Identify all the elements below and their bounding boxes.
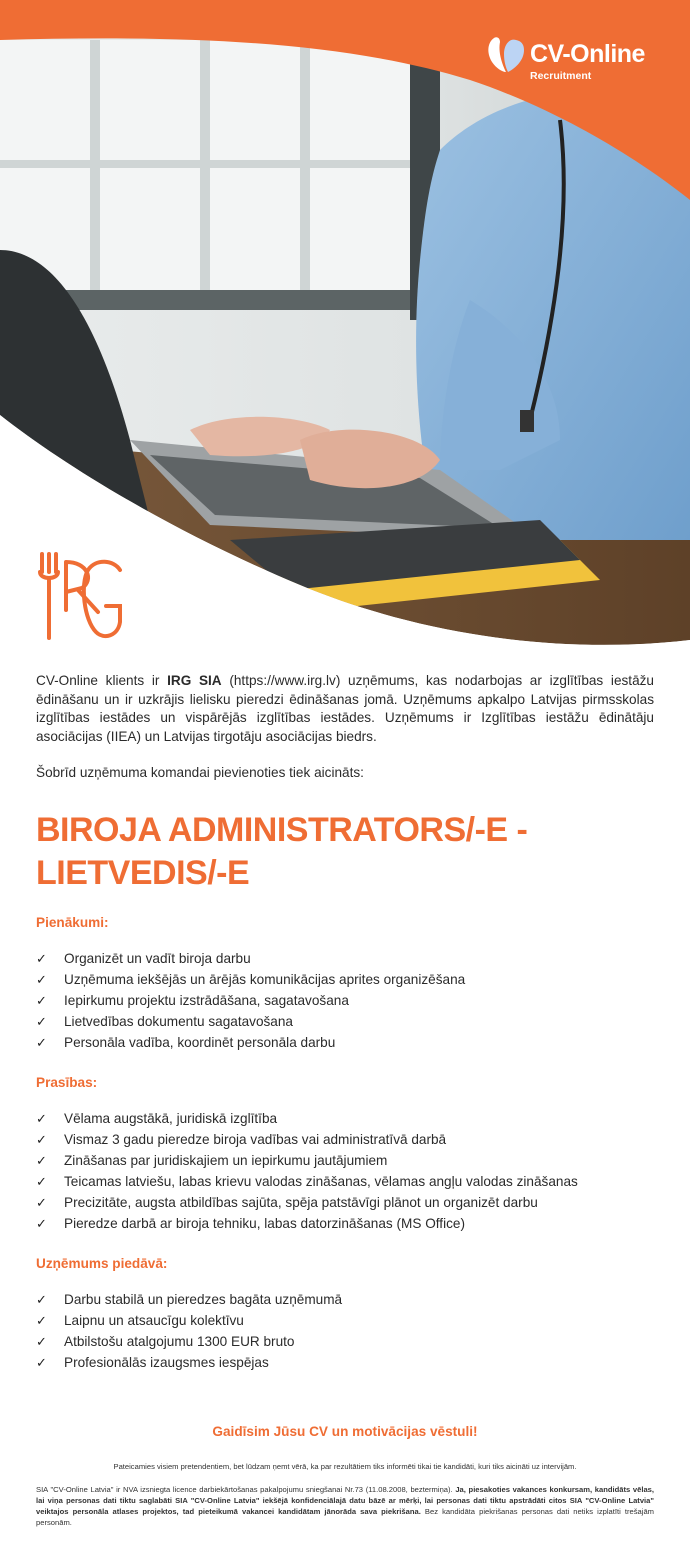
job-ad-content — [36, 672, 654, 1373]
list-item-text: Uzņēmuma iekšējās un ārējās komunikācijas aprites organizēšana — [64, 971, 466, 987]
check-icon: ✓ — [36, 1131, 47, 1147]
legal-consent: Ja, piesakoties vakances konkursam, kandidāts vēlas, lai viņa personas dati tiktu saglabāti SIA "CV-Online Latvia" iekšējā konfidenciālajā datu bāzē ar mērķi, lai personas dati tiktu apstrādāti citos SIA "CV-Online Latvia" veiktajos personāla atlases projektos, tad pieteikumā vakancei kandidātam jānorāda sava piekrišana. — [36, 1485, 654, 1516]
check-icon: ✓ — [36, 1333, 47, 1349]
list-item-text: Zināšanas par juridiskajiem un iepirkumu jautājumiem — [64, 1152, 388, 1168]
check-icon: ✓ — [36, 971, 47, 987]
list-item-text: Organizēt un vadīt biroja darbu — [64, 950, 251, 966]
fork-irg-logo-icon — [36, 550, 126, 642]
duties-heading: Pienākumi: — [36, 914, 109, 930]
list-item-text: Iepirkumu projektu izstrādāšana, sagatavošana — [64, 992, 349, 1008]
check-icon: ✓ — [36, 1110, 47, 1126]
check-icon: ✓ — [36, 950, 47, 966]
list-item-text: Darbu stabilā un pieredzes bagāta uzņēmumā — [64, 1291, 343, 1307]
list-item-text: Lietvedības dokumentu sagatavošana — [64, 1013, 293, 1029]
list-item — [36, 1032, 654, 1053]
check-icon: ✓ — [36, 992, 47, 1008]
list-item-text: Precizitāte, augsta atbildības sajūta, spēja patstāvīgi plānot un organizēt darbu — [64, 1194, 538, 1210]
client-name: IRG SIA — [167, 673, 222, 688]
offer-list — [36, 1289, 654, 1373]
legal-notice — [36, 1484, 654, 1528]
list-item — [36, 1352, 654, 1373]
list-item — [36, 990, 654, 1011]
list-item-text: Teicamas latviešu, labas krievu valodas zināšanas, vēlamas angļu valodas zināšanas — [64, 1173, 578, 1189]
brand-name: CV-Online — [530, 40, 645, 68]
call-to-action: Gaidīsim Jūsu CV un motivācijas vēstuli! — [212, 1424, 478, 1439]
check-icon: ✓ — [36, 1152, 47, 1168]
list-item — [36, 1171, 654, 1192]
list-item — [36, 1192, 654, 1213]
requirements-heading: Prasības: — [36, 1074, 98, 1090]
check-icon: ✓ — [36, 1291, 47, 1307]
list-item — [36, 1289, 654, 1310]
list-item-text: Vēlama augstākā, juridiskā izglītība — [64, 1110, 278, 1126]
cv-online-heart-icon — [486, 32, 526, 76]
list-item-text: Profesionālās izaugsmes iespējas — [64, 1354, 269, 1370]
check-icon: ✓ — [36, 1312, 47, 1328]
list-item — [36, 1011, 654, 1032]
check-icon: ✓ — [36, 1173, 47, 1189]
irg-logo — [36, 550, 126, 642]
list-item-text: Laipnu un atsaucīgu kolektīvu — [64, 1312, 244, 1328]
check-icon: ✓ — [36, 1354, 47, 1370]
duties-list — [36, 948, 654, 1053]
intro-text-rest: (https://www.irg.lv) uzņēmums, kas nodarbojas ar izglītības iestāžu ēdināšanu un ir uzkrājis lielisku pieredzi ēdināšanas jomā. Uzņēmums apkalpo Latvijas pirmsskolas izglītības iestādes un vispārējās izglītības iestādes. Uzņēmums ir Izglītības iestāžu ēdinātāju asociācijas (IIEA) un Latvijas tirgotāju asociācijas biedrs. — [36, 673, 654, 744]
list-item — [36, 948, 654, 969]
intro-text-start: CV-Online klients ir — [36, 673, 168, 688]
list-item-text: Pieredze darbā ar biroja tehniku, labas datorzināšanas (MS Office) — [64, 1215, 465, 1231]
invite-text: Šobrīd uzņēmuma komandai pievienoties tiek aicināts: — [36, 765, 364, 780]
list-item — [36, 1310, 654, 1331]
list-item — [36, 1129, 654, 1150]
thanks-note: Pateicamies visiem pretendentiem, bet lūdzam ņemt vērā, ka par rezultātiem tiks informēti tikai tie kandidāti, kuri tiks aicināti uz intervijām. — [113, 1462, 577, 1471]
list-item — [36, 1213, 654, 1234]
check-icon: ✓ — [36, 1013, 47, 1029]
list-item — [36, 1108, 654, 1129]
check-icon: ✓ — [36, 1215, 47, 1231]
intro-paragraph — [36, 672, 654, 746]
list-item-text: Atbilstošu atalgojumu 1300 EUR bruto — [64, 1333, 295, 1349]
list-item — [36, 1150, 654, 1171]
list-item-text: Personāla vadība, koordinēt personāla darbu — [64, 1034, 336, 1050]
legal-third-party: Bez kandidāta piekrišanas personas dati netiks izplatīti trešajām personām. — [36, 1507, 654, 1527]
brand-subtitle: Recruitment — [530, 70, 592, 82]
check-icon: ✓ — [36, 1194, 47, 1210]
list-item — [36, 969, 654, 990]
check-icon: ✓ — [36, 1034, 47, 1050]
cv-online-logo — [486, 30, 656, 90]
list-item — [36, 1331, 654, 1352]
requirements-list — [36, 1108, 654, 1234]
legal-license: SIA "CV-Online Latvia" ir NVA izsniegta licence darbiekārtošanas pakalpojumu sniegšanai Nr.73 (11.08.2008, beztermiņa). — [36, 1485, 456, 1494]
offer-heading: Uzņēmums piedāvā: — [36, 1255, 168, 1271]
job-title: BIROJA ADMINISTRATORS/-E - LIETVEDIS/-E — [36, 810, 528, 892]
list-item-text: Vismaz 3 gadu pieredze biroja vadības vai administratīvā darbā — [64, 1131, 447, 1147]
